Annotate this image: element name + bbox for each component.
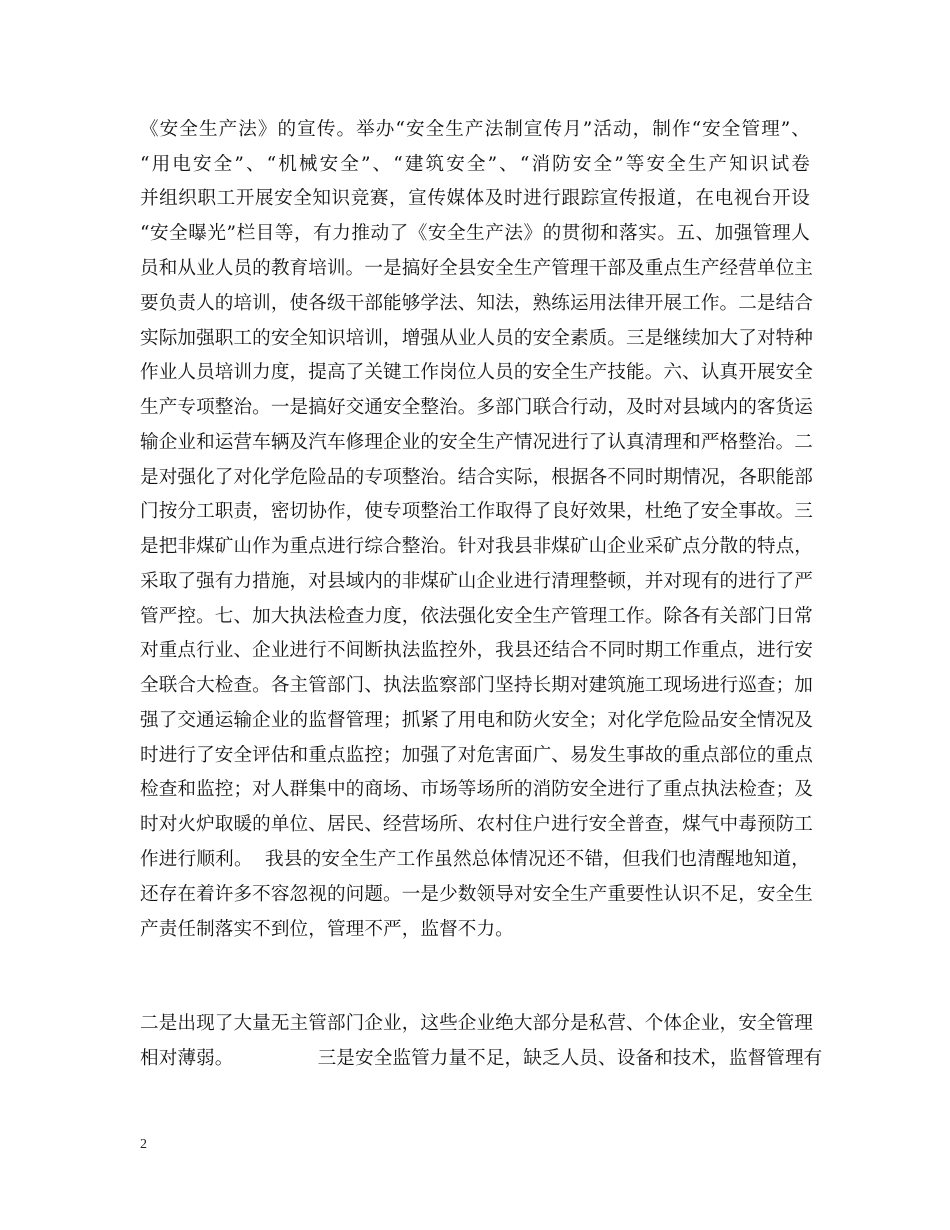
text-line: 是对强化了对化学危险品的专项整治。结合实际，根据各不同时期情况，各职能部 (140, 467, 813, 488)
text-line: 并组织职工开展安全知识竞赛，宣传媒体及时进行跟踪宣传报道，在电视台开设 (140, 188, 810, 209)
text-line: 门按分工职责，密切协作，使专项整治工作取得了良好效果，杜绝了安全事故。三 (140, 501, 813, 522)
text-line: 相对薄弱。 三是安全监管力量不足，缺乏人员、设备和技术，监督管理有 (140, 1048, 823, 1069)
text-line: “安全曝光”栏目等，有力推动了《安全生产法》的贯彻和落实。五、加强管理人 (140, 223, 810, 244)
text-line: 作进行顺利。 我县的安全生产工作虽然总体情况还不错，但我们也清醒地知道， (140, 849, 810, 870)
text-line: 《安全生产法》的宣传。举办“安全生产法制宣传月”活动，制作“安全管理”、 (140, 119, 810, 140)
text-line: 对重点行业、企业进行不间断执法监控外，我县还结合不同时期工作重点，进行安 (140, 640, 813, 661)
text-line: 实际加强职工的安全知识培训，增强从业人员的安全素质。三是继续加大了对特种 (140, 328, 813, 349)
text-line: “用电安全”、“机械安全”、“建筑安全”、“消防安全”等安全生产知识试卷 (140, 154, 810, 175)
text-line: 作业人员培训力度，提高了关键工作岗位人员的安全生产技能。六、认真开展安全 (140, 362, 813, 383)
text-line: 全联合大检查。各主管部门、执法监察部门坚持长期对建筑施工现场进行巡查；加 (140, 675, 813, 696)
text-line: 要负责人的培训，使各级干部能够学法、知法，熟练运用法律开展工作。二是结合 (140, 293, 813, 314)
text-line: 生产专项整治。一是搞好交通安全整治。多部门联合行动，及时对县域内的客货运 (140, 397, 813, 418)
text-line: 员和从业人员的教育培训。一是搞好全县安全生产管理干部及重点生产经营单位主 (140, 258, 813, 279)
text-line: 二是出现了大量无主管部门企业，这些企业绝大部分是私营、个体企业，安全管理 (140, 1013, 813, 1034)
text-line: 检查和监控；对人群集中的商场、市场等场所的消防安全进行了重点执法检查；及 (140, 779, 813, 800)
text-line: 产责任制落实不到位，管理不严，监督不力。 (140, 919, 514, 940)
text-line: 输企业和运营车辆及汽车修理企业的安全生产情况进行了认真清理和严格整治。二 (140, 432, 813, 453)
text-line: 时进行了安全评估和重点监控；加强了对危害面广、易发生事故的重点部位的重点 (140, 745, 813, 766)
text-line: 还存在着许多不容忽视的问题。一是少数领导对安全生产重要性认识不足，安全生 (140, 884, 813, 905)
text-line: 是把非煤矿山作为重点进行综合整治。针对我县非煤矿山企业采矿点分散的特点， (140, 536, 813, 557)
text-line: 时对火炉取暖的单位、居民、经营场所、农村住户进行安全普查，煤气中毒预防工 (140, 814, 813, 835)
text-line: 采取了强有力措施，对县域内的非煤矿山企业进行清理整顿，并对现有的进行了严 (140, 571, 813, 592)
text-line: 管严控。七、加大执法检查力度，依法强化安全生产管理工作。除各有关部门日常 (140, 606, 813, 627)
page-number: 2 (140, 1137, 147, 1152)
text-line: 强了交通运输企业的监督管理；抓紧了用电和防火安全；对化学危险品安全情况及 (140, 710, 813, 731)
